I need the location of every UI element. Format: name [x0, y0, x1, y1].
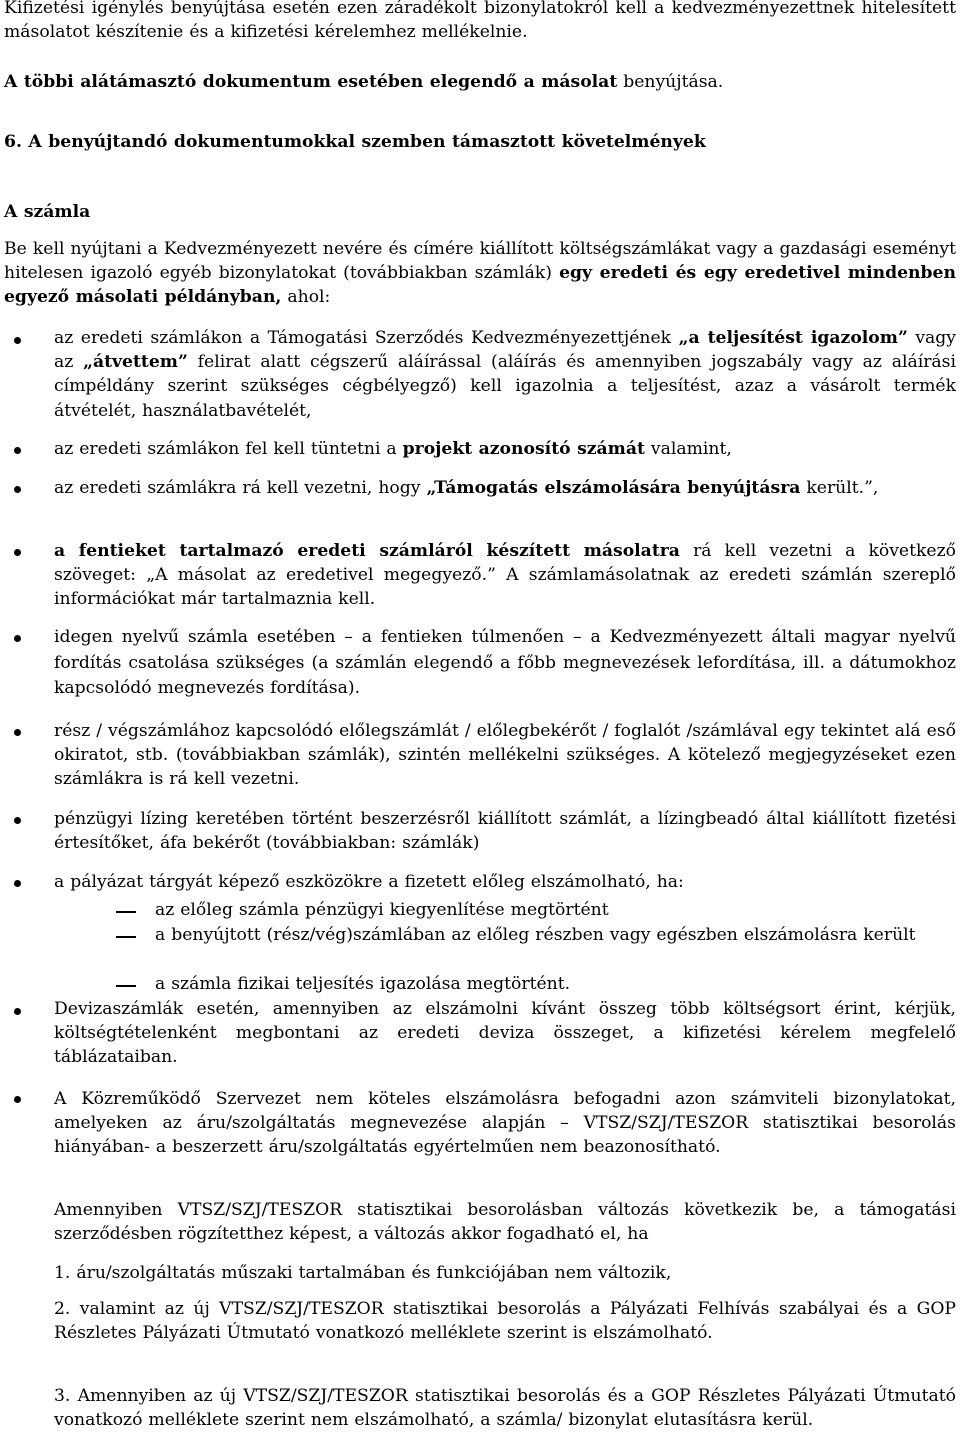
list-item: Devizaszámlák esetén, amennyiben az elszámolni kívánt összeg több költségsort érint, kérjük, költségtételenként megbontani az eredeti deviza összeget, a kifizetési kérelem megfelelő táblázataiban.	[54, 999, 956, 1068]
bullet-marker	[14, 1096, 21, 1103]
numbered-item: 1. áru/szolgáltatás műszaki tartalmában és funkciójában nem változik,	[54, 1263, 672, 1283]
subheading: A számla	[4, 202, 91, 222]
dash-marker	[116, 985, 136, 987]
sub-list-item: a benyújtott (rész/vég)számlában az előleg részben vagy egészben elszámolásra került	[155, 925, 916, 945]
bullet-marker	[14, 635, 21, 642]
text-run: vagy az	[54, 328, 957, 373]
sub-list-item: a számla fizikai teljesítés igazolása megtörtént.	[155, 974, 571, 994]
text-run: benyújtása.	[617, 72, 724, 92]
bullet-marker	[14, 447, 21, 454]
list-item: rész / végszámlához kapcsolódó előlegszámlát / előlegbekérőt / foglalót /számlával egy tekintet alá eső okiratot, stb. (továbbiakban számlák), szintén mellékelni szükséges. A kötelező megjegyzéseket ezen számlákra is rá kell vezetni.	[54, 721, 956, 790]
bold-phrase: „a teljesítést igazolom”	[678, 328, 908, 348]
list-item: a pályázat tárgyát képező eszközökre a fizetett előleg elszámolható, ha:	[54, 872, 684, 892]
sub-list-item: az előleg számla pénzügyi kiegyenlítése megtörtént	[155, 900, 609, 920]
list-item: idegen nyelvű számla esetében – a fentieken túlmenően – a Kedvezményezett általi magyar nyelvű fordítás csatolása szükséges (a számlán elegendő a főbb megnevezések lefordítása, ill. a dátumokhoz kapcsolódó megnevezés fordítása).	[54, 627, 956, 698]
bullet-marker	[14, 1008, 21, 1015]
list-item	[54, 437, 956, 461]
text-run: rá kell vezetni a következő szöveget: „A másolat az eredetivel megegyező.” A számlamásolatnak az eredeti számlán szereplő információkat már tartalmaznia kell.	[54, 541, 956, 610]
text-run: ahol:	[281, 287, 331, 308]
bullet-marker	[14, 729, 21, 736]
section-heading: 6. A benyújtandó dokumentumokkal szemben támasztott követelmények	[4, 132, 706, 152]
text-run: került.”,	[800, 478, 879, 498]
numbered-item: 2. valamint az új VTSZ/SZJ/TESZOR statisztikai besorolás a Pályázati Felhívás szabályai és a GOP Részletes Pályázati Útmutató vonatkozó melléklete szerint is elszámolható.	[54, 1299, 956, 1344]
text-run: az eredeti számlákon a Támogatási Szerződés Kedvezményezettjének	[54, 328, 679, 348]
bullet-marker	[14, 549, 21, 556]
dash-marker	[116, 911, 136, 913]
intro-paragraph-2	[4, 70, 956, 94]
bold-phrase: „átvettem”	[83, 352, 188, 373]
dash-marker	[116, 936, 136, 938]
bold-phrase: A többi alátámasztó dokumentum esetében elegendő a másolat	[4, 72, 618, 92]
bold-phrase: „Támogatás elszámolására benyújtásra	[426, 478, 801, 498]
bold-phrase: egy eredeti és egy eredetivel mindenben egyező másolati példányban,	[4, 263, 956, 308]
closing-paragraph: Amennyiben VTSZ/SZJ/TESZOR statisztikai besorolásban változás következik be, a támogatási szerződésben rögzítetthez képest, a változás akkor fogadható el, ha	[54, 1200, 956, 1245]
intro-paragraph: Kifizetési igénylés benyújtása esetén ezen záradékolt bizonylatokról kell a kedvezményezettnek hitelesített másolatot készítenie és a kifizetési kérelemhez mellékelnie.	[4, 0, 956, 43]
lead-paragraph	[4, 237, 956, 310]
list-item	[54, 326, 956, 423]
text-run: Be kell nyújtani a Kedvezményezett nevére és címére kiállított költségszámlákat vagy a gazdasági eseményt hitelesen igazoló egyéb bizonylatokat (továbbiakban számlák)	[4, 239, 956, 284]
text-run: valamint,	[644, 439, 732, 459]
bullet-marker	[14, 817, 21, 824]
bold-phrase: projekt azonosító számát	[402, 439, 645, 459]
list-item: A Közreműködő Szervezet nem köteles elszámolásra befogadni azon számviteli bizonylatokat, amelyeken az áru/szolgáltatás megnevezése alapján – VTSZ/SZJ/TESZOR statisztikai besorolás hiányában- a beszerzett áru/szolgáltatás egyértelműen nem beazonosítható.	[54, 1089, 956, 1158]
list-item: pénzügyi lízing keretében történt beszerzésről kiállított számlát, a lízingbeadó által kiállított fizetési értesítőket, áfa bekérőt (továbbiakban: számlák)	[54, 809, 956, 854]
list-item	[54, 539, 956, 612]
bullet-marker	[14, 486, 21, 493]
text-run: az eredeti számlákon fel kell tüntetni a	[54, 439, 403, 459]
text-run: felirat alatt cégszerű aláírással (aláírás és amennyiben jogszabály vagy az aláírási címpéldány szerint szükséges cégbélyegző) kell igazolnia a teljesítést, azaz a vásárolt termék átvételét, használatbavételét,	[54, 352, 956, 421]
bullet-marker	[14, 880, 21, 887]
numbered-item: 3. Amennyiben az új VTSZ/SZJ/TESZOR statisztikai besorolás és a GOP Részletes Pályázati Útmutató vonatkozó melléklete szerint nem elszámolható, a számla/ bizonylat elutasításra kerül.	[54, 1386, 956, 1431]
bullet-marker	[14, 337, 21, 344]
text-run: az eredeti számlákra rá kell vezetni, hogy	[54, 478, 427, 498]
bold-phrase: a fentieket tartalmazó eredeti számláról készített másolatra	[54, 541, 680, 561]
list-item	[54, 476, 956, 500]
